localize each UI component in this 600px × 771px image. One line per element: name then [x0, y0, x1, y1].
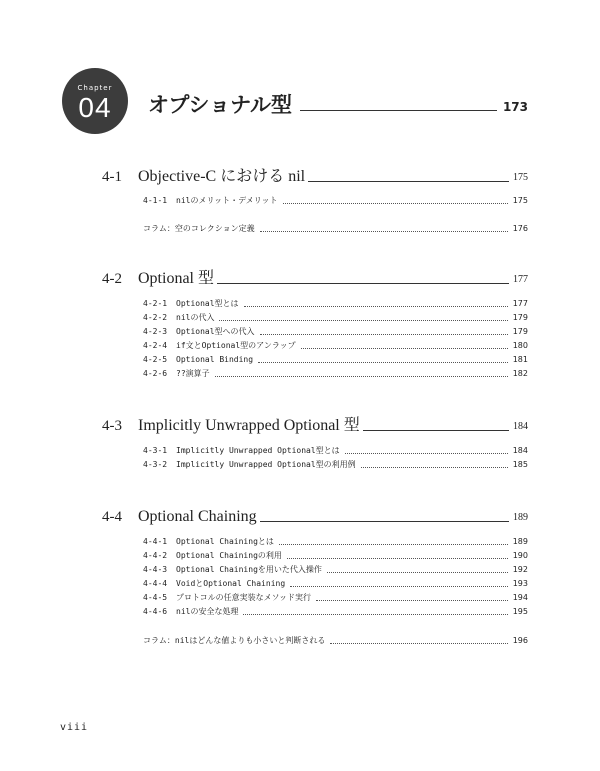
toc-entry-column[interactable] [143, 634, 528, 647]
toc-entry-4-2-5[interactable] [143, 353, 528, 366]
section-page-number: 175 [513, 172, 528, 183]
leader-dots [330, 643, 507, 644]
chapter-label: Chapter [77, 84, 113, 92]
entry-page-number: 184 [512, 446, 528, 455]
toc-entry-4-4-4[interactable] [143, 577, 528, 590]
leader-dots [287, 558, 508, 559]
chapter-heading[interactable] [148, 92, 528, 118]
entry-page-number: 194 [512, 593, 528, 602]
entry-number: 4-3-2 [143, 460, 168, 469]
entry-number: 4-4-3 [143, 565, 168, 574]
entry-page-number: 189 [512, 537, 528, 546]
section-page-number: 189 [513, 512, 528, 523]
section-number: 4-4 [102, 509, 122, 525]
entry-number: 4-2-3 [143, 327, 168, 336]
toc-entry-4-2-6[interactable] [143, 367, 528, 380]
section-number: 4-1 [102, 169, 122, 185]
entry-title: nilのメリット・デメリット [176, 196, 278, 205]
entry-number: 4-4-4 [143, 579, 168, 588]
entry-title: VoidとOptional Chaining [176, 579, 286, 588]
section-page-number: 184 [513, 421, 528, 432]
entry-number: 4-2-6 [143, 369, 168, 378]
entry-title: Optional Binding [176, 355, 254, 364]
toc-entry-4-4-3[interactable] [143, 563, 528, 576]
leader-dots [260, 334, 508, 335]
entry-title: Optional Chainingを用いた代入操作 [176, 565, 322, 574]
entry-page-number: 193 [512, 579, 528, 588]
chapter-page-number: 173 [502, 100, 528, 114]
leader-dots [345, 453, 508, 454]
leader-dots [219, 320, 507, 321]
toc-entry-4-2-1[interactable] [143, 297, 528, 310]
toc-entry-4-2-2[interactable] [143, 311, 528, 324]
section-title: Objective-C における nil [138, 168, 306, 185]
toc-entry-4-4-2[interactable] [143, 549, 528, 562]
entry-page-number: 179 [512, 313, 528, 322]
entry-page-number: 180 [512, 341, 528, 350]
entry-number: 4-4-2 [143, 551, 168, 560]
toc-entry-4-3-1[interactable] [143, 444, 528, 457]
entry-title: Optional Chainingとは [176, 537, 274, 546]
section-title: Optional Chaining [138, 508, 257, 525]
entry-page-number: 190 [512, 551, 528, 560]
entry-title: nilの安全な処理 [176, 607, 239, 616]
section-number: 4-2 [102, 271, 122, 287]
chapter-title: オプショナル型 [148, 93, 293, 117]
toc-entry-column[interactable] [143, 222, 528, 235]
entry-number: 4-3-1 [143, 446, 168, 455]
toc-entry-4-4-5[interactable] [143, 591, 528, 604]
entry-number: 4-4-5 [143, 593, 168, 602]
leader-dots [279, 544, 508, 545]
leader-dots [244, 306, 508, 307]
toc-entry-4-2-4[interactable] [143, 339, 528, 352]
leader-line [363, 430, 509, 431]
entry-page-number: 177 [512, 299, 528, 308]
page-numeral: viii [60, 722, 89, 733]
entry-title: コラム：nilはどんな値よりも小さいと判断される [143, 636, 326, 645]
entry-title: プロトコルの任意実装なメソッド実行 [176, 593, 312, 602]
entry-title: Optional型とは [176, 299, 239, 308]
leader-dots [316, 600, 508, 601]
leader-dots [361, 467, 508, 468]
entry-number: 4-2-4 [143, 341, 168, 350]
section-title: Optional 型 [138, 270, 214, 287]
entry-number: 4-4-6 [143, 607, 168, 616]
entry-page-number: 176 [512, 224, 528, 233]
leader-dots [243, 614, 507, 615]
entry-title: Implicitly Unwrapped Optional型とは [176, 446, 340, 455]
leader-line [217, 283, 509, 284]
entry-number: 4-2-5 [143, 355, 168, 364]
entry-title: コラム：空のコレクション定義 [143, 224, 255, 233]
leader-line [260, 521, 509, 522]
entry-page-number: 182 [512, 369, 528, 378]
toc-section-4-4[interactable] [102, 505, 528, 527]
toc-entry-4-4-1[interactable] [143, 535, 528, 548]
leader-dots [260, 231, 508, 232]
toc-entry-4-2-3[interactable] [143, 325, 528, 338]
toc-section-4-3[interactable] [102, 414, 528, 436]
entry-number: 4-1-1 [143, 196, 168, 205]
entry-page-number: 175 [512, 196, 528, 205]
entry-page-number: 192 [512, 565, 528, 574]
entry-title: if文とOptional型のアンラップ [176, 341, 296, 350]
toc-entry-4-1-1[interactable] [143, 194, 528, 207]
entry-number: 4-4-1 [143, 537, 168, 546]
toc-entry-4-3-2[interactable] [143, 458, 528, 471]
leader-line [308, 181, 509, 182]
entry-title: Implicitly Unwrapped Optional型の利用例 [176, 460, 356, 469]
leader-line [300, 110, 497, 111]
entry-page-number: 195 [512, 607, 528, 616]
entry-number: 4-2-1 [143, 299, 168, 308]
entry-title: nilの代入 [176, 313, 215, 322]
chapter-badge [62, 68, 128, 134]
entry-number: 4-2-2 [143, 313, 168, 322]
toc-entry-4-4-6[interactable] [143, 605, 528, 618]
toc-section-4-2[interactable] [102, 267, 528, 289]
leader-dots [258, 362, 508, 363]
section-page-number: 177 [513, 274, 528, 285]
leader-dots [290, 586, 508, 587]
section-title: Implicitly Unwrapped Optional 型 [138, 417, 360, 434]
entry-page-number: 181 [512, 355, 528, 364]
leader-dots [283, 203, 508, 204]
entry-page-number: 179 [512, 327, 528, 336]
entry-page-number: 196 [512, 636, 528, 645]
entry-title: Optional型への代入 [176, 327, 255, 336]
entry-title: Optional Chainingの利用 [176, 551, 282, 560]
leader-dots [215, 376, 508, 377]
entry-page-number: 185 [512, 460, 528, 469]
chapter-number: 04 [78, 92, 112, 123]
toc-section-4-1[interactable] [102, 165, 528, 187]
leader-dots [327, 572, 508, 573]
section-number: 4-3 [102, 418, 122, 434]
leader-dots [301, 348, 508, 349]
entry-title: ??演算子 [176, 369, 210, 378]
